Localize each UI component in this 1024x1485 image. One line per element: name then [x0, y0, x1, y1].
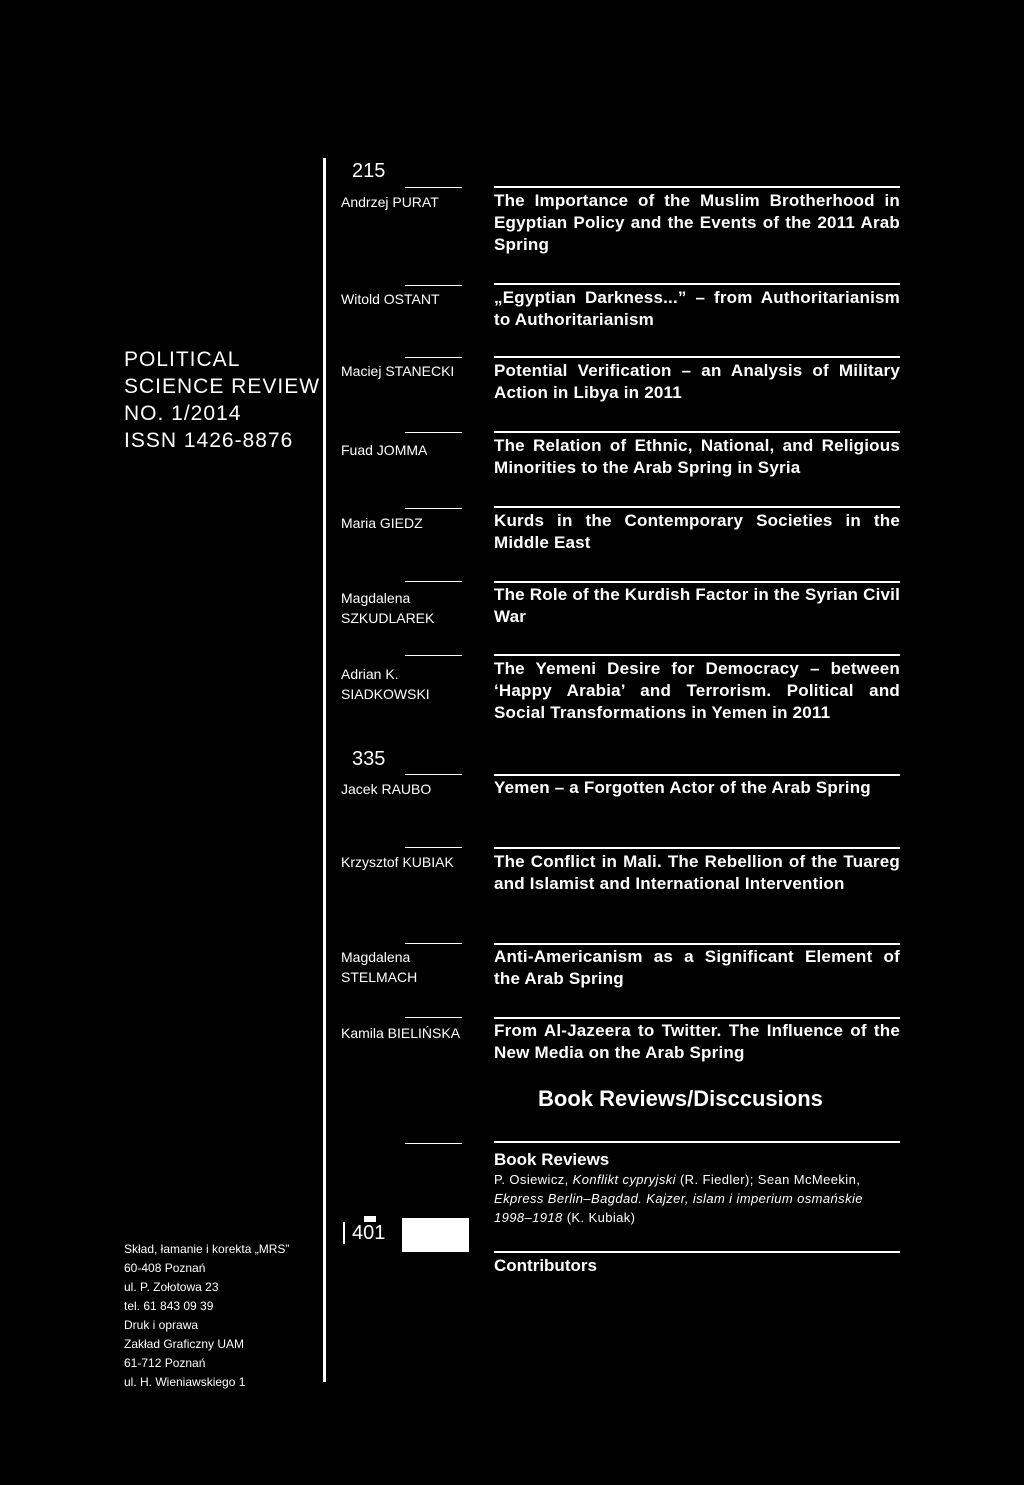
- journal-issue: NO. 1/2014: [124, 402, 242, 425]
- article-title[interactable]: The Conflict in Mali. The Rebellion of the Tuareg and Islamist and International Intervention: [494, 852, 900, 893]
- author-rule: [405, 285, 462, 286]
- title-rule: [494, 1017, 900, 1019]
- title-rule: [494, 581, 900, 583]
- review-reviewer: (R. Fiedler);: [679, 1172, 754, 1187]
- book-reviews-block: [494, 1150, 900, 1227]
- page-number-start: 215: [352, 160, 386, 182]
- author-rule: [405, 847, 462, 848]
- author-rule: [405, 432, 462, 433]
- author-rule: [405, 774, 462, 775]
- author-rule: [405, 357, 462, 358]
- article-author: Adrian K. SIADKOWSKI: [341, 666, 430, 702]
- contributors-heading[interactable]: Contributors: [494, 1256, 597, 1275]
- journal-info: [124, 346, 320, 454]
- article-title[interactable]: From Al-Jazeera to Twitter. The Influence of the New Media on the Arab Spring: [494, 1021, 900, 1062]
- article-title[interactable]: Kurds in the Contemporary Societies in the Middle East: [494, 511, 900, 552]
- article-author: Jacek RAUBO: [341, 781, 432, 797]
- title-rule: [494, 506, 900, 508]
- journal-name-line1: POLITICAL: [124, 348, 241, 371]
- article-author: Witold OSTANT: [341, 291, 440, 307]
- author-rule: [405, 508, 462, 509]
- imprint-line: 60-408 Poznań: [124, 1261, 206, 1275]
- article-title[interactable]: The Role of the Kurdish Factor in the Syrian Civil War: [494, 585, 900, 626]
- article-author: Magdalena STELMACH: [341, 949, 418, 985]
- journal-name-line2: SCIENCE REVIEW: [124, 375, 321, 398]
- title-rule: [494, 847, 900, 849]
- article-title[interactable]: The Relation of Ethnic, National, and Religious Minorities to the Arab Spring in Syria: [494, 436, 900, 477]
- article-title[interactable]: The Importance of the Muslim Brotherhood in Egyptian Policy and the Events of the 2011 Arab Spring: [494, 191, 900, 254]
- page-marker-bar: [343, 1222, 345, 1244]
- book-reviews-list: [494, 1170, 900, 1227]
- article-author: Fuad JOMMA: [341, 442, 428, 458]
- article-title[interactable]: „Egyptian Darkness...” – from Authoritarianism to Authoritarianism: [494, 288, 900, 329]
- book-reviews-heading[interactable]: Book Reviews: [494, 1150, 610, 1169]
- article-author: Krzysztof KUBIAK: [341, 854, 454, 870]
- author-rule: [405, 1017, 462, 1018]
- imprint-line: tel. 61 843 09 39: [124, 1299, 214, 1313]
- title-rule: [494, 1251, 900, 1253]
- title-rule: [494, 356, 900, 358]
- vertical-divider: [323, 158, 326, 1382]
- journal-issn: ISSN 1426-8876: [124, 429, 294, 452]
- imprint: [124, 1240, 289, 1392]
- imprint-line: Druk i oprawa: [124, 1318, 199, 1332]
- article-author: Magdalena SZKUDLAREK: [341, 590, 435, 626]
- imprint-line: Skład, łamanie i korekta „MRS”: [124, 1242, 290, 1256]
- section-heading: Book Reviews/Disccusions: [538, 1086, 823, 1111]
- author-rule: [405, 943, 462, 944]
- article-author: Andrzej PURAT: [341, 194, 439, 210]
- page-number-end: 401: [352, 1222, 386, 1244]
- article-title[interactable]: Potential Verification – an Analysis of Military Action in Libya in 2011: [494, 361, 900, 402]
- title-rule: [494, 774, 900, 776]
- review-author: P. Osiewicz,: [494, 1172, 569, 1187]
- imprint-line: Zakład Graficzny UAM: [124, 1337, 245, 1351]
- title-rule: [494, 186, 900, 188]
- title-rule: [494, 654, 900, 656]
- page-number-middle: 335: [352, 748, 386, 770]
- imprint-line: 61-712 Poznań: [124, 1356, 206, 1370]
- title-rule: [494, 1141, 900, 1143]
- article-author: Kamila BIELIŃSKA: [341, 1025, 461, 1041]
- imprint-line: ul. H. Wieniawskiego 1: [124, 1375, 246, 1389]
- imprint-line: ul. P. Zołotowa 23: [124, 1280, 219, 1294]
- review-reviewer: (K. Kubiak): [566, 1210, 636, 1225]
- title-rule: [494, 943, 900, 945]
- article-title[interactable]: Anti-Americanism as a Significant Element of the Arab Spring: [494, 947, 900, 988]
- author-rule: [405, 187, 462, 188]
- title-rule: [494, 431, 900, 433]
- white-block: [402, 1218, 469, 1252]
- review-book-title: Ekpress Berlin–Bagdad. Kajzer, islam i imperium osmańskie 1998–1918: [494, 1191, 863, 1225]
- author-rule: [405, 581, 462, 582]
- review-author: Sean McMeekin,: [757, 1172, 861, 1187]
- title-rule: [494, 283, 900, 285]
- article-title[interactable]: Yemen – a Forgotten Actor of the Arab Spring: [494, 778, 871, 797]
- article-author: Maciej STANECKI: [341, 363, 455, 379]
- review-book-title: Konflikt cypryjski: [572, 1172, 676, 1187]
- article-author: Maria GIEDZ: [341, 515, 423, 531]
- article-title[interactable]: The Yemeni Desire for Democracy – between ‘Happy Arabia’ and Terrorism. Political and Social Transformations in Yemen in 2011: [494, 659, 900, 722]
- author-rule: [405, 655, 462, 656]
- author-rule: [405, 1143, 462, 1144]
